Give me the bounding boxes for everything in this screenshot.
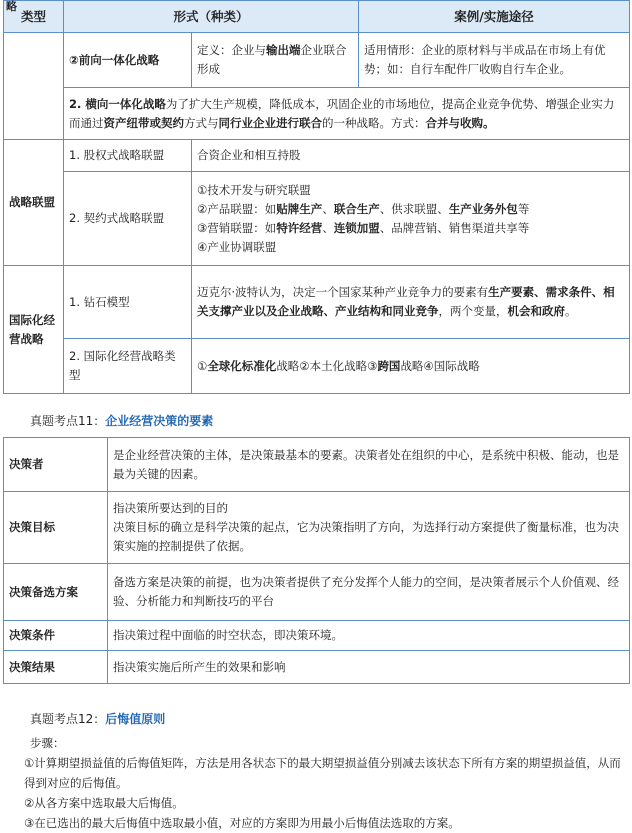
steps-label: 步骤： xyxy=(30,736,65,750)
element-term: 决策备选方案 xyxy=(4,564,108,621)
forward-integration-name: ②前向一体化战略 xyxy=(64,33,192,88)
horizontal-integration: 2. 横向一体化战略为了扩大生产规模，降低成本，巩固企业的市场地位，提高企业竞争优势、增强企业实力而通过资产纽带或契约方式与同行业企业进行联合的一种战略。方式：合并与收购。 xyxy=(64,88,630,140)
element-desc: 是企业经营决策的主体，是决策最基本的要素。决策者处在组织的中心，是系统中积极、能动，也是最为关键的因素。 xyxy=(108,438,630,492)
contract-alliance-desc: ①技术开发与研究联盟 ②产品联盟：如贴牌生产、联合生产、供求联盟、生产业务外包等 ③营销联盟：如特许经营、连锁加盟、品牌营销、销售渠道共享等 ④产业协调联盟 xyxy=(192,172,630,266)
header-corner-text: 略 xyxy=(6,0,17,13)
step-1: ①计算期望损益值的后悔值矩阵，方法是用各状态下的最大期望损益值分别减去该状态下所有方案的期望损益值，从而得到对应的后悔值。 xyxy=(24,756,621,790)
equity-alliance-desc: 合资企业和相互持股 xyxy=(192,140,630,172)
step-3: ③在已选出的最大后悔值中选取最小值，对应的方案即为用最小后悔值法选取的方案。 xyxy=(24,816,460,830)
element-desc: 指决策过程中面临的时空状态，即决策环境。 xyxy=(108,621,630,651)
diamond-model-form: 1. 钻石模型 xyxy=(64,266,192,339)
strategic-alliance-label: 战略联盟 xyxy=(4,140,64,266)
element-term: 决策结果 xyxy=(4,651,108,684)
international-strategy-label: 国际化经营战略 xyxy=(4,266,64,394)
integration-type-cell xyxy=(4,33,64,140)
international-types-desc: ①全球化标准化战略②本土化战略③跨国战略④国际战略 xyxy=(192,339,630,394)
forward-integration-definition: 定义：企业与输出端企业联合形成 xyxy=(192,33,359,88)
section-heading-12: 真题考点12：后悔值原则 xyxy=(30,712,166,726)
forward-integration-case: 适用情形：企业的原材料与半成品在市场上有优势；如：自行车配件厂收购自行车企业。 xyxy=(359,33,630,88)
decision-elements-table xyxy=(3,437,630,684)
strategy-table xyxy=(3,0,630,394)
equity-alliance-form: 1. 股权式战略联盟 xyxy=(64,140,192,172)
regret-steps xyxy=(0,733,632,833)
section-heading-11: 真题考点11：企业经营决策的要素 xyxy=(30,414,214,428)
element-desc: 备选方案是决策的前提，也为决策者提供了充分发挥个人能力的空间，是决策者展示个人价值观、经验、分析能力和判断技巧的平台 xyxy=(108,564,630,621)
header-case: 案例/实施途径 xyxy=(359,1,630,33)
element-term: 决策条件 xyxy=(4,621,108,651)
contract-alliance-form: 2. 契约式战略联盟 xyxy=(64,172,192,266)
header-type xyxy=(4,1,64,33)
header-type-label: 类型 xyxy=(20,9,46,24)
diamond-model-desc: 迈克尔·波特认为，决定一个国家某种产业竞争力的要素有生产要素、需求条件、相关支撑产业以及企业战略、产业结构和同业竞争，两个变量，机会和政府。 xyxy=(192,266,630,339)
international-types-form: 2. 国际化经营战略类型 xyxy=(64,339,192,394)
element-desc: 指决策实施后所产生的效果和影响 xyxy=(108,651,630,684)
header-form: 形式（种类） xyxy=(64,1,359,33)
element-desc: 指决策所要达到的目的 决策目标的确立是科学决策的起点，它为决策指明了方向，为选择行动方案提供了衡量标准，也为决策实施的控制提供了依据。 xyxy=(108,492,630,564)
element-term: 决策目标 xyxy=(4,492,108,564)
element-term: 决策者 xyxy=(4,438,108,492)
step-2: ②从各方案中选取最大后悔值。 xyxy=(24,796,184,810)
